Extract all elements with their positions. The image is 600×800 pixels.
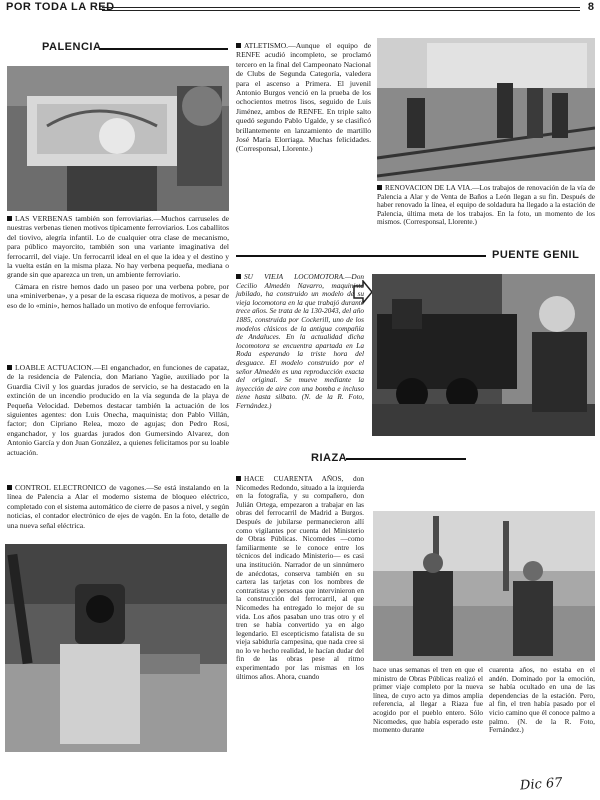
handwritten-date: Dic 67 bbox=[519, 775, 564, 794]
article-loable bbox=[7, 363, 229, 459]
atletismo-lead: ATLETISMO. bbox=[244, 41, 289, 50]
loable-lead: LOABLE ACTUACION. bbox=[15, 363, 94, 372]
atletismo-body: —Aunque el equipo de RENFE acudió incompleto, se proclamó tercero en la final del Campeonato Nacional de Clubs de Segunda Categoría, valedera para el ascenso a Primera. El juvenil Antonio Burgos venció en la prueba de los ochocientos metros lisos, seguido de Luis Jiménez, ambos de RENFE. En triple salto quedó segundo Pablo Ugalde, y se clasificó brillantemente en lanzamiento de martillo José María Elorriaga. Muchas felicidades. (Corresponsal, Llorente.) bbox=[236, 41, 371, 154]
page-header bbox=[0, 0, 600, 16]
control-body: —Se está instalando en la línea de Palencia a Alar el moderno sistema de bloqueo eléctrico, completado con el sistema automático de cierre de pasos a nivel, y según noticias, el contador electrónico de ejes de vagón. En la foto, detalle de una nueva señal eléctrica. bbox=[7, 483, 230, 530]
verbenas-lead: LAS VERBENAS también son ferroviarias. bbox=[15, 214, 154, 223]
bullet-icon bbox=[7, 485, 12, 490]
bullet-icon bbox=[7, 365, 12, 370]
article-renovacion bbox=[377, 184, 595, 227]
verbenas-body: —Muchos carruseles de nuestras verbenas tienen motivos típicamente ferroviarios. Los caballitos del tiovivo, alegría infantil. Lo de cualquier otra clase de mecanismo, para público mayorcito, también son una variante imaginativa del ferrocarril, del viaje. Un ferrocarril ideal en el que la idea y el destino y la vuelta están en la misma plaza. No hay verbena pequeña, mediana o grande sin que aparezca un tren, un ambiente ferroviario. bbox=[7, 214, 229, 280]
article-hace-cuarenta bbox=[236, 475, 364, 681]
bullet-icon bbox=[236, 274, 241, 279]
riaza-men-photo bbox=[373, 511, 595, 661]
hace-body-2: hace unas semanas el tren en que el ministro de Obras Públicas realizó el primer viaje completo por la nueva línea, de cuyo acto ya dimos amplia referencia, al llegar a Riaza fue acogido por el pueblo entero. Sólo Nicomedes, que había esperado este momento durante bbox=[373, 665, 483, 735]
bullet-icon bbox=[7, 216, 12, 221]
section-rule-palencia bbox=[100, 48, 228, 50]
locomotive-model-photo bbox=[372, 274, 595, 436]
hace-body-1: don Nicomedes Redondo, situado a la izquierda en la fotografía, y su compañero, don Julián Ortega, empezaron a trabajar en las obras del ferrocarril de Madrid a Burgos. Después de jubilarse permanecieron allí como vigilantes por cuenta del Ministerio de Obras Públicas. Nicomedes —como familiarmente se le conoce entre los técnicos del indicado Ministerio— es casi una institución. Narrador de un sinnúmero de anécdotas, conserva también en su cartera las tarjetas con los nombres de contratistas y personas que intervinieron en la construcción del ferrocarril, al que Nicomedes ha entregado lo mejor de su vida. Los años pasaban uno tras otro y el tren se había convertido ya en algo legendario. El escepticismo fatalista de su vieja sabiduría campesina, que nada cree si no lo ve hecho realidad, le hacían dudar del fin de las obras pese al ritmo experimentado por las mismas en los últimos años. Ahora, cuando bbox=[236, 474, 364, 681]
header-rule-lower bbox=[102, 10, 580, 12]
section-title-puente-genil: PUENTE GENIL bbox=[492, 249, 580, 261]
renovacion-body: —Los trabajos de renovación de la vía de Palencia a Alar y de Venta de Baños a León llegan a su fin. Después de haber renovado la línea, el equipo de soldadura ha llegado a la estación de Palencia, última meta de los trabajos. En la foto, un momento de los mismos. (Corresponsal, Llorente.) bbox=[377, 183, 595, 227]
article-verbenas bbox=[7, 214, 229, 312]
section-rule-riaza bbox=[346, 458, 466, 460]
verbena-carousel-photo bbox=[7, 66, 229, 211]
page-number: 8 bbox=[587, 1, 594, 13]
header-title: POR TODA LA RED bbox=[6, 1, 115, 13]
bullet-icon bbox=[236, 476, 241, 481]
arrow-icon bbox=[353, 280, 373, 304]
verbenas-body-2: Cámara en ristre hemos dado un paseo por una verbena pobre, por una «miniverbena», y a pesar de la escasa riqueza de motivos, a pesar de eso de lo «mini», hemos hallado un motivo de enfoque ferroviario. bbox=[7, 281, 229, 310]
loable-body: —El enganchador, en funciones de capataz, de la residencia de Palencia, don Mariano Yagüe, auxiliado por la Guardia Civil y los guardas jurados de servicio, se ha destacado en la extinción de un incendio producido en la vía segunda de la playa de Pequeña Velocidad. Debemos destacar también la actuación de los siguientes agentes: don Luis Onecha, maquinista; don Pablo Villán, factor; don Cipriano Relea, mozo de agujas; don Pedro Rosi, enganchador, y los guardas jurados don Gumersindo Alvarez, don Antonio García y don Juan González, a quienes felicitamos por su loable actuación. bbox=[7, 363, 229, 457]
article-atletismo bbox=[236, 41, 371, 156]
section-rule-puente-genil bbox=[236, 255, 486, 257]
article-locomotora bbox=[236, 273, 364, 411]
bullet-icon bbox=[236, 43, 241, 48]
section-title-palencia: PALENCIA bbox=[42, 41, 102, 53]
locomotora-lead: SU VIEJA LOCOMOTORA. bbox=[244, 272, 345, 281]
header-rule bbox=[102, 7, 580, 9]
bullet-icon bbox=[377, 185, 382, 190]
control-lead: CONTROL ELECTRONICO de vagones. bbox=[15, 483, 147, 492]
locomotora-body: —Don Cecilio Almedén Navarro, maquinista jubilado, ha construido un modelo de su vieja locomotora en la que trabajó durante trece años. Se trata de la 130-2043, del año 1885, construida por Cockerill, uno de los modelos clásicos de la antigua compañía de Andaluces. En la actualidad dicha locomotora se encuentra apartada en La Roda esperando la triste hora del desguace. El modelo construido por el señor Almedén es una reproducción exacta del original. Se mueve mediante la inyección de aire con una bomba e incluso tiene hasta silbato. (N. de la R. Foto, Fernández.) bbox=[236, 272, 364, 410]
track-renewal-photo bbox=[377, 38, 595, 181]
renovacion-lead: RENOVACION DE LA VIA. bbox=[385, 183, 473, 192]
article-control bbox=[7, 483, 229, 532]
electric-signal-photo bbox=[5, 544, 227, 752]
hace-body-3: cuarenta años, no estaba en el andén. Dominado por la emoción, se había ocultado en una de las dependencias de la estación. Pero, al fin, el tren había pasado por el vicio camino que él conoce palmo a palmo. (N. de la R. Foto, Fernández.) bbox=[489, 665, 595, 735]
section-title-riaza: RIAZA bbox=[311, 452, 348, 464]
hace-lead: HACE CUARENTA AÑOS, bbox=[244, 474, 344, 483]
